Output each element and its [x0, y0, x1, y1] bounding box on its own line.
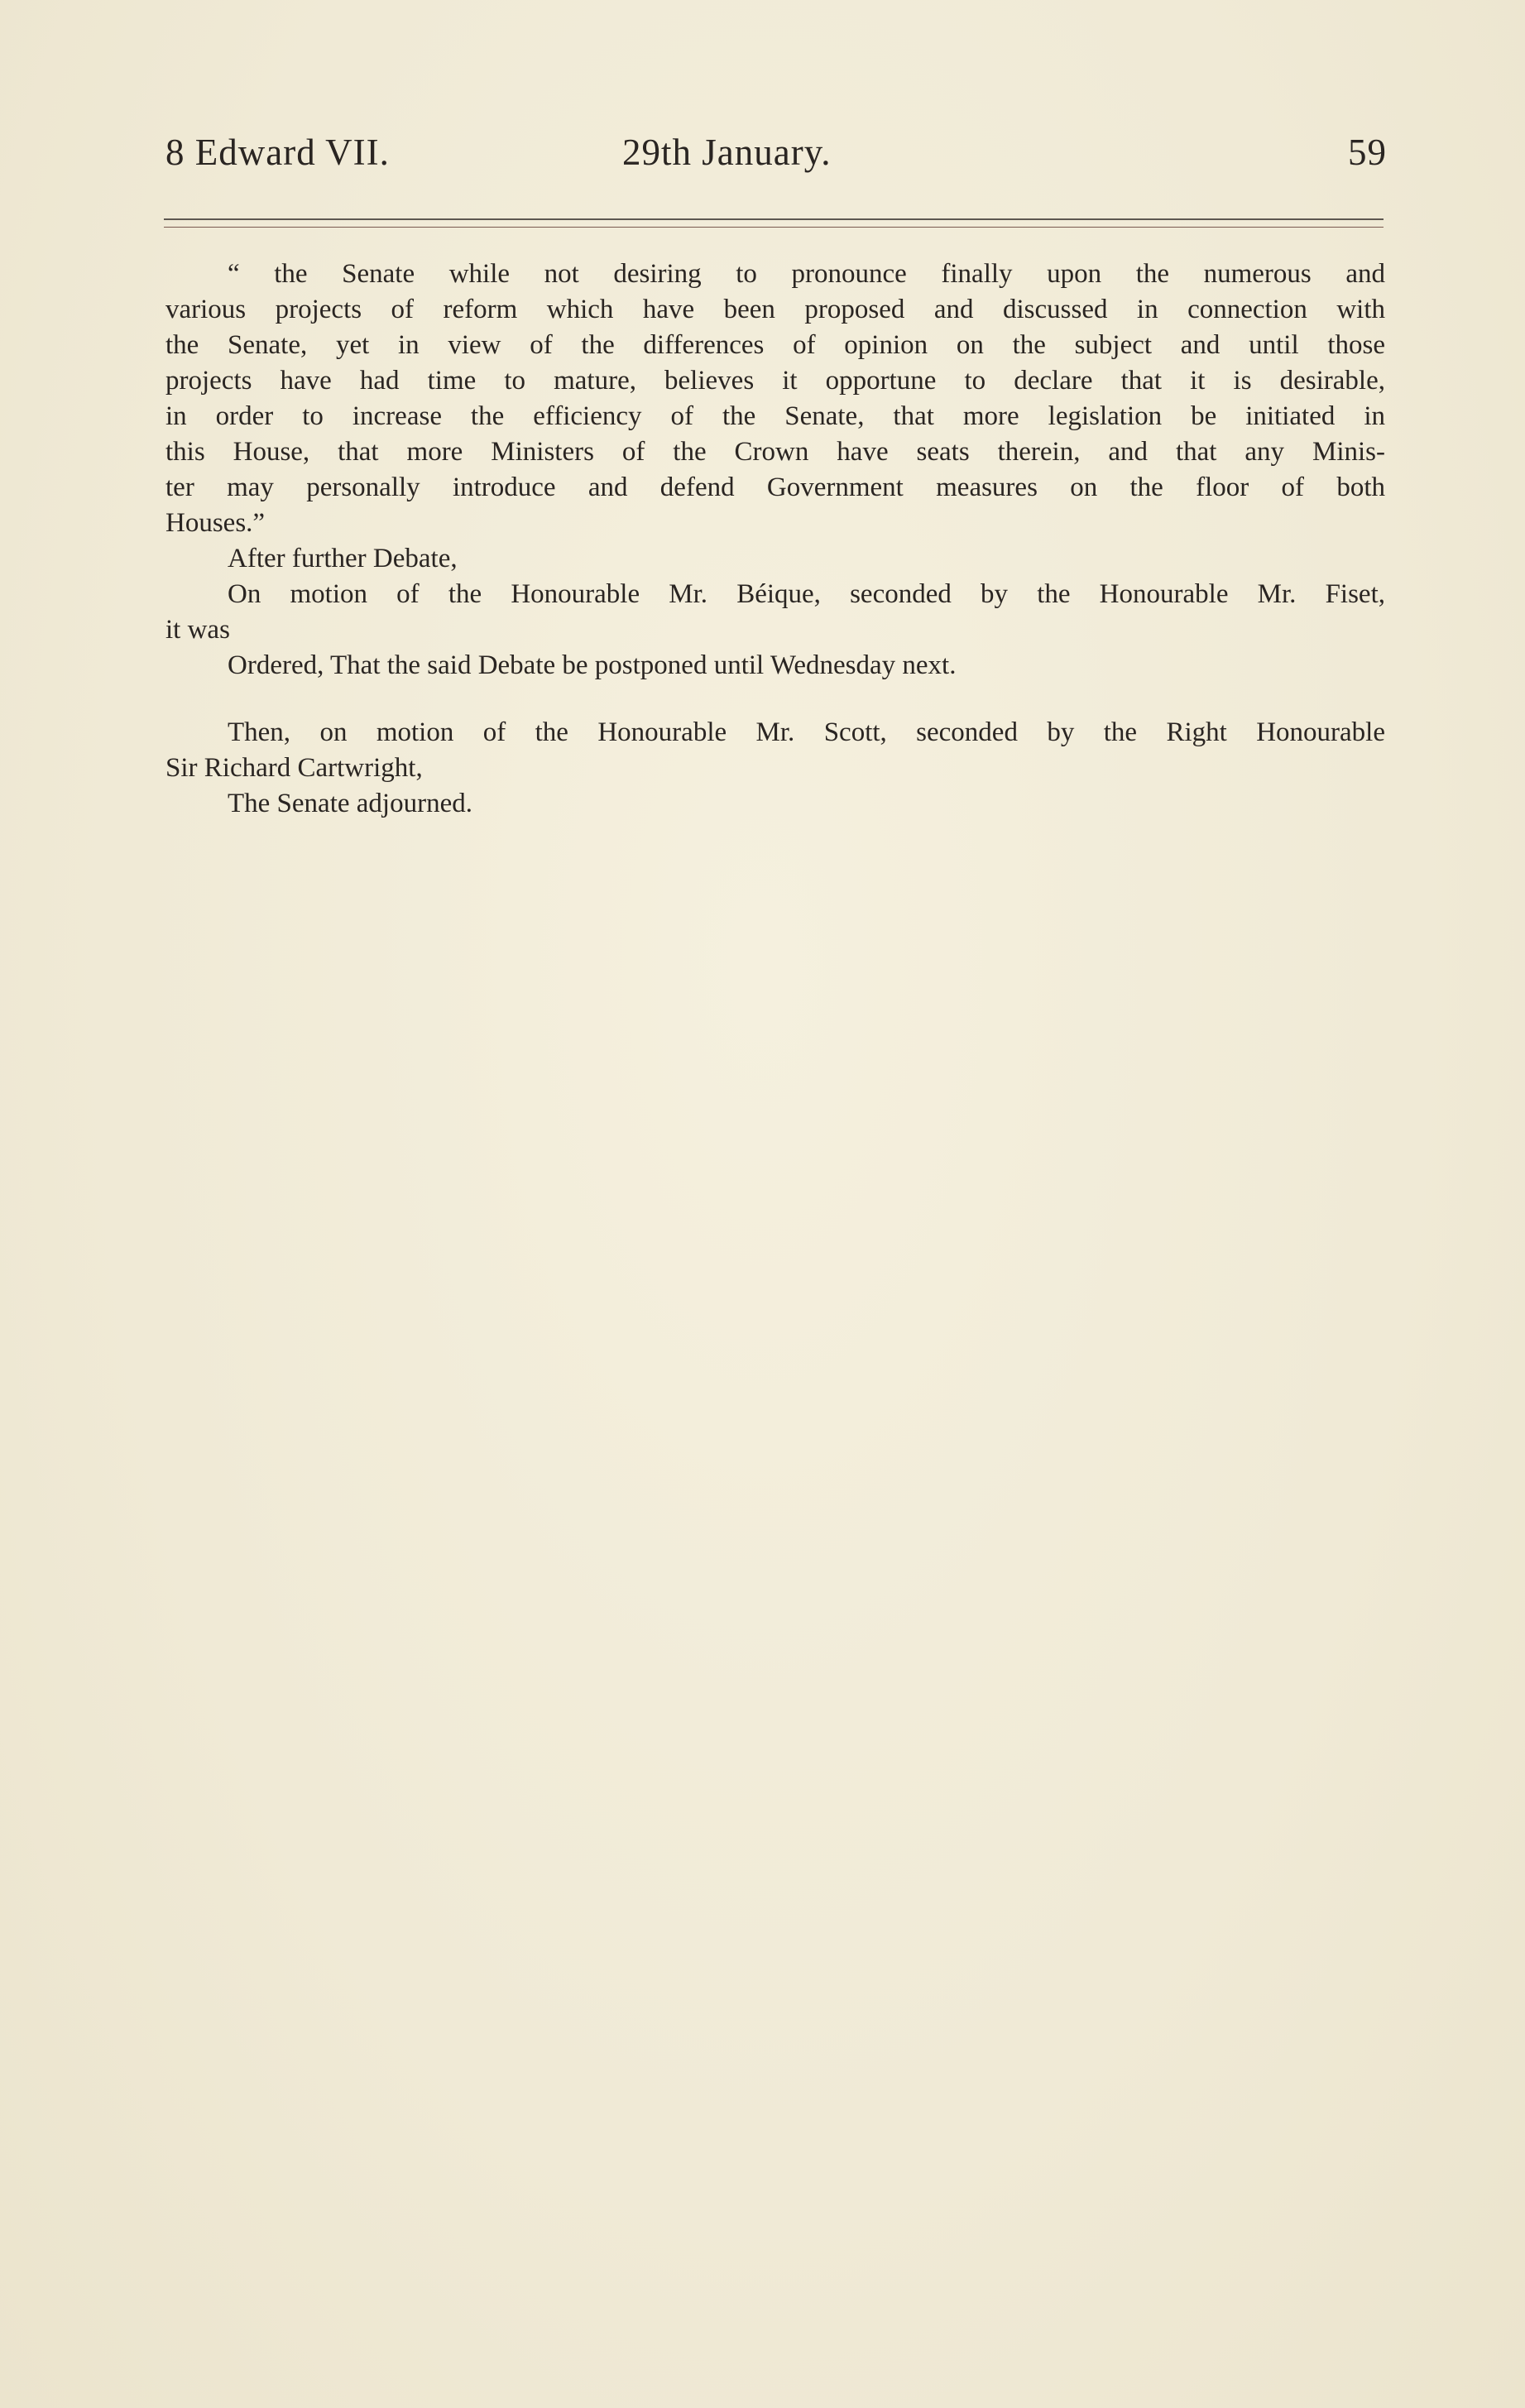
quote-line: ter may personally introduce and defend Government measures on the floor of both	[165, 472, 1385, 502]
paragraph-gap	[165, 684, 1385, 715]
page-number: 59	[1348, 132, 1387, 173]
header-date: 29th January.	[622, 132, 832, 173]
adjournment-motion-paragraph	[165, 715, 1385, 786]
after-debate-text: After further Debate,	[228, 544, 458, 573]
ordered-text: Ordered, That the said Debate be postponed until Wednesday next.	[228, 650, 957, 680]
motion-line: On motion of the Honourable Mr. Béique, seconded by the Honourable Mr. Fiset,	[228, 579, 1385, 609]
quote-line: “ the Senate while not desiring to pronounce finally upon the numerous and	[228, 259, 1385, 289]
motion-line: it was	[165, 615, 230, 645]
quote-line: projects have had time to mature, believes it opportune to declare that it is desirable,	[165, 366, 1385, 396]
ordered-paragraph	[165, 648, 1385, 684]
page-header	[165, 131, 1387, 180]
motion-paragraph	[165, 577, 1385, 648]
journal-body	[165, 257, 1385, 822]
adjourned-text: The Senate adjourned.	[228, 789, 472, 818]
adjourned-paragraph	[165, 786, 1385, 822]
quote-line: Houses.”	[165, 508, 266, 538]
header-rule-bottom	[164, 227, 1384, 228]
quote-line: in order to increase the efficiency of the Senate, that more legislation be initiated in	[165, 401, 1385, 431]
quote-line: the Senate, yet in view of the differences of opinion on the subject and until those	[165, 330, 1385, 360]
quote-line: various projects of reform which have been proposed and discussed in connection with	[165, 295, 1385, 324]
header-rule-top	[164, 218, 1384, 220]
adjournment-motion-line: Sir Richard Cartwright,	[165, 753, 423, 783]
quote-line: this House, that more Ministers of the Crown have seats therein, and that any Minis-	[165, 437, 1385, 467]
amendment-quote	[165, 257, 1385, 541]
adjournment-motion-line: Then, on motion of the Honourable Mr. Scott, seconded by the Right Honourable	[228, 717, 1385, 747]
after-debate-paragraph	[165, 541, 1385, 577]
regnal-year: 8 Edward VII.	[165, 132, 390, 173]
